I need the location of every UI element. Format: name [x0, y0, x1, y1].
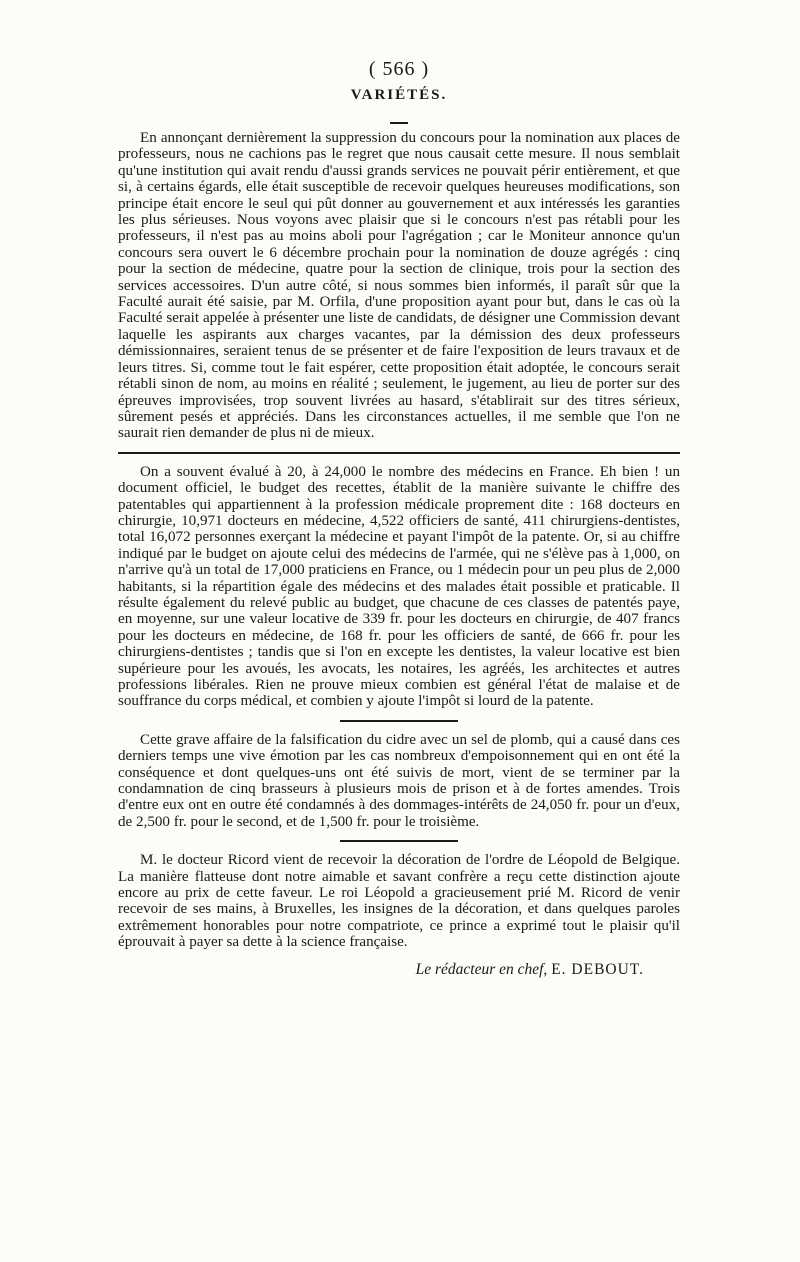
signature [118, 961, 680, 979]
paragraph-cidre: Cette grave affaire de la falsification du cidre avec un sel de plomb, qui a causé dans ces derniers temps une vive émotion par les cas nombreux d'empoisonnement qui en ont été la conséquence et dont quelques-uns ont été suivis de mort, vient de se terminer par la condamnation de cinq brasseurs à plusieurs mois de prison et à de fortes amendes. Trois d'entre eux ont en outre été condamnés à des dommages-intérêts de 24,050 fr. pour un d'eux, de 2,500 fr. pour le second, et de 1,500 fr. pour le troisième. [118, 731, 680, 830]
signature-role: Le rédacteur en chef, [415, 960, 548, 978]
page-number: ( 566 ) [368, 58, 430, 80]
section-divider [118, 452, 680, 454]
paragraph-concours: En annonçant dernièrement la suppression du concours pour la nomination aux places de professeurs, nous ne cachions pas le regret que nous causait cette mesure. Il nous semblait qu'une institution qui avait rendu d'aussi grands services ne pouvait périr entièrement, et que si, à certains égards, elle était susceptible de recevoir quelques heureuses modifications, son principe était encore le seul qui pût donner au gouvernement et aux intéressés les garanties les plus sérieuses. Nous voyons avec plaisir que si le concours n'est pas rétabli pour les professeurs, il n'est pas au moins aboli pour l'agrégation ; car le Moniteur annonce qu'un concours sera ouvert le 6 décembre prochain pour la nomination de douze agrégés : cinq pour la section de médecine, quatre pour la section de clinique, trois pour la section des services accessoires. D'un autre côté, si nous sommes bien informés, il paraît sûr que la Faculté aurait été saisie, par M. Orfila, d'une proposition ayant pour but, dans le cas où la Faculté serait appelée à présenter une liste de candidats, de désigner une Commission devant laquelle les aspirants aux charges vacantes, par la démission des deux professeurs démissionnaires, seraient tenus de se présenter et de faire l'exposition de leurs travaux et de leurs titres. Si, comme tout le fait espérer, cette proposition était adoptée, le concours serait rétabli sinon de nom, au moins en réalité ; seulement, le jugement, au lieu de porter sur des épreuves improvisées, trop souvent livrées au hasard, s'établirait sur des titres sérieux, sûrement pesés et appréciés. Dans les circonstances actuelles, il me semble que l'on ne saurait rien demander de plus ni de mieux. [118, 130, 680, 442]
paragraph-ricord: M. le docteur Ricord vient de recevoir la décoration de l'ordre de Léopold de Belgique. La manière flatteuse dont notre aimable et savant confrère a reçu cette distinction ajoute encore au prix de cette faveur. Le roi Léopold a gracieusement prié M. Ricord de venir recevoir de ses mains, à Bruxelles, les insignes de la décoration, et dans quelques paroles extrêmement honorables pour notre compatriote, ce prince a exprimé tout le plaisir qu'il éprouvait à payer sa dette à la science française. [118, 852, 680, 951]
section-divider [340, 720, 458, 722]
section-divider [340, 840, 458, 842]
title-dash-divider [390, 122, 408, 124]
page [118, 58, 680, 979]
paragraph-patente: On a souvent évalué à 20, à 24,000 le nombre des médecins en France. Eh bien ! un document officiel, le budget des recettes, établit de la manière suivante le chiffre des patentables qui appartiennent à la profession médicale proprement dite : 168 docteurs en chirurgie, 10,971 docteurs en médecine, 4,522 officiers de santé, 411 chirurgiens-dentistes, total 16,072 personnes exerçant la médecine et payant l'impôt de la patente. Or, si au chiffre indiqué par le budget on ajoute celui des médecins de l'armée, qui ne s'élève pas à 1,000, on n'arrive qu'à un total de 17,000 praticiens en France, ou 1 médecin pour un peu plus de 2,000 habitants, si la répartition égale des médecins et des malades était possible et praticable. Il résulte également du relevé public au budget, que chacune de ces classes de patentés paye, en moyenne, sur une valeur locative de 339 fr. pour les docteurs en chirurgie, de 407 francs pour les docteurs en médecine, de 168 fr. pour les officiers de santé, de 666 fr. pour les chirurgiens-dentistes ; tandis que si l'on en excepte les dentistes, la valeur locative est bien supérieure pour les avoués, les avocats, les notaires, les agréés, les architectes et autres professions libérales. Rien ne prouve mieux combien est général l'état de malaise et de souffrance du corps médical, et combien y ajoute l'impôt si lourd de la patente. [118, 463, 680, 710]
signature-name: E. DEBOUT. [551, 960, 644, 978]
section-title: VARIÉTÉS. [350, 87, 448, 103]
